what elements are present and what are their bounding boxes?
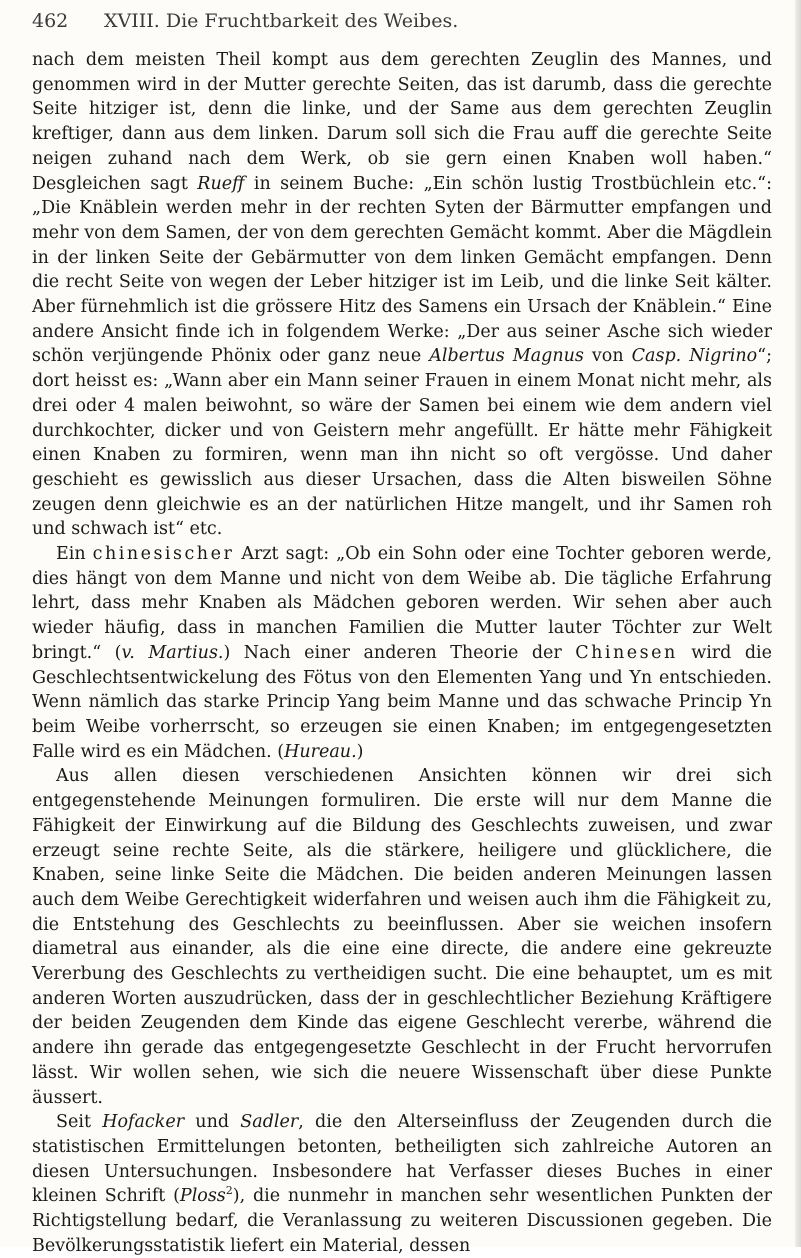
author-rueff: Rueff: [197, 173, 245, 194]
author-hofacker: Hofacker: [102, 1112, 185, 1133]
page-edge-shadow: [795, 0, 801, 1247]
author-nigrino: Casp. Nigrino: [631, 346, 758, 367]
page-header: [32, 4, 772, 38]
author-sadler: Sadler: [240, 1112, 299, 1133]
page-number: 462: [32, 10, 69, 32]
paragraph-1: nach dem meisten Theil kompt aus dem gerechten Zeuglin des Mannes, und genommen wird in der Mutter gerechte Seiten, das ist darumb, dass die gerechte Seite hitziger ist, denn die linke, und der Same aus dem gerechten Zeuglin kreftiger, dann aus dem linken. Darum soll sich die Frau auff die gerechte Seite neigen zuhand nach dem Werk, ob sie gern einen Knaben woll haben.“ Desgleichen sagt Rueff in seinem Buche: „Ein schön lustig Trostbüchlein etc.“: „Die Knäblein werden mehr in der rechten Syten der Bärmutter empfangen und mehr von dem Samen, der von dem gerechten Gemächt kommt. Aber die Mägdlein in der linken Seite der Gebärmutter von dem linken Gemächt empfangen. Denn die recht Seite von wegen der Leber hitziger ist im Leib, und die linke Seit kälter. Aber fürnehmlich ist die grössere Hitz des Samens ein Ursach der Knäblein.“ Eine andere Ansicht finde ich in folgendem Werke: „Der aus seiner Asche sich wieder schön verjüngende Phönix oder ganz neue Albertus Magnus von Casp. Nigrino“; dort heisst es: „Wann aber ein Mann seiner Frauen in einem Monat nicht mehr, als drei oder 4 malen beiwohnt, so wäre der Samen bei einem wie dem andern viel durchkochter, dicker und von Geistern mehr angefüllt. Er hätte mehr Fähigkeit einen Knaben zu formiren, wenn man ihn nicht so oft vergösse. Und daher geschieht es gewisslich aus dieser Ursachen, dass die Alten bisweilen Söhne zeugen denn gleichwie es an der natürlichen Hitze mangelt, und ihr Samen roh und schwach ist“ etc.: [32, 50, 772, 540]
paragraph-3: Aus allen diesen verschiedenen Ansichten können wir drei sich entgegenstehende Meinungen formuliren. Die erste will nur dem Manne die Fähigkeit der Einwirkung auf die Bildung des Geschlechts zuweisen, und zwar erzeugt seine rechte Seite, als die stärkere, heiligere und glücklichere, die Knaben, seine linke Seite die Mädchen. Die beiden anderen Meinungen lassen auch dem Weibe Gerechtigkeit widerfahren und weisen auch ihm die Fähigkeit zu, die Entstehung des Geschlechts zu beeinflussen. Aber sie weichen insofern diametral aus einander, als die eine eine directe, die andere eine gekreuzte Vererbung des Geschlechts zu vertheidigen sucht. Die eine behauptet, um es mit anderen Worten auszudrücken, dass der in geschlechtlicher Beziehung Kräftigere der beiden Zeugenden dem Kinde das eigene Geschlecht vererbe, während die andere ihn gerade das entgegengesetzte Geschlecht in der Frucht hervorrufen lässt. Wir wollen sehen, wie sich die neuere Wissenschaft über diese Punkte äussert.: [32, 766, 772, 1108]
spaced-chinesischer: chinesischer: [92, 544, 235, 565]
citation-ploss-superscript: 2: [225, 1184, 233, 1198]
paragraph-2: Ein chinesischer Arzt sagt: „Ob ein Sohn oder eine Tochter geboren werde, dies hängt von dem Manne und nicht von dem Weibe ab. Die tägliche Erfahrung lehrt, dass mehr Knaben als Mädchen geboren werden. Wir sehen aber auch wieder häufig, dass in manchen Familien die Mutter lauter Töchter zur Welt bringt.“ (v. Martius.) Nach einer anderen Theorie der Chinesen wird die Geschlechtsentwickelung des Fötus von den Elementen Yang und Yn entschieden. Wenn nämlich das starke Princip Yang beim Manne und das schwache Princip Yn beim Weibe vorherrscht, so erzeugen sie einen Knaben; im entgegengesetzten Falle wird es ein Mädchen. (Hureau.): [32, 544, 772, 762]
paragraph-4: Seit Hofacker und Sadler, die den Alterseinfluss der Zeugenden durch die statistischen Ermittelungen betonten, betheiligten sich zahlreiche Autoren an diesen Untersuchungen. Insbesondere hat Verfasser dieses Buches in einer kleinen Schrift (Ploss$^2$), die nunmehr in manchen sehr wesentlichen Punkten der Richtigstellung bedarf, die Veranlassung zu weiteren Discussionen gegeben. Die Bevölkerungsstatistik liefert ein Material, dessen: [32, 1112, 772, 1256]
spaced-chinesen: Chinesen: [575, 642, 678, 663]
page-body: [32, 48, 772, 1258]
title-albertus-magnus: Albertus Magnus: [429, 346, 584, 367]
running-head: XVIII. Die Fruchtbarkeit des Weibes.: [104, 10, 459, 32]
citation-hureau: Hureau.: [284, 741, 357, 762]
citation-ploss: Ploss: [179, 1186, 226, 1207]
citation-martius: v. Martius.: [121, 642, 224, 663]
